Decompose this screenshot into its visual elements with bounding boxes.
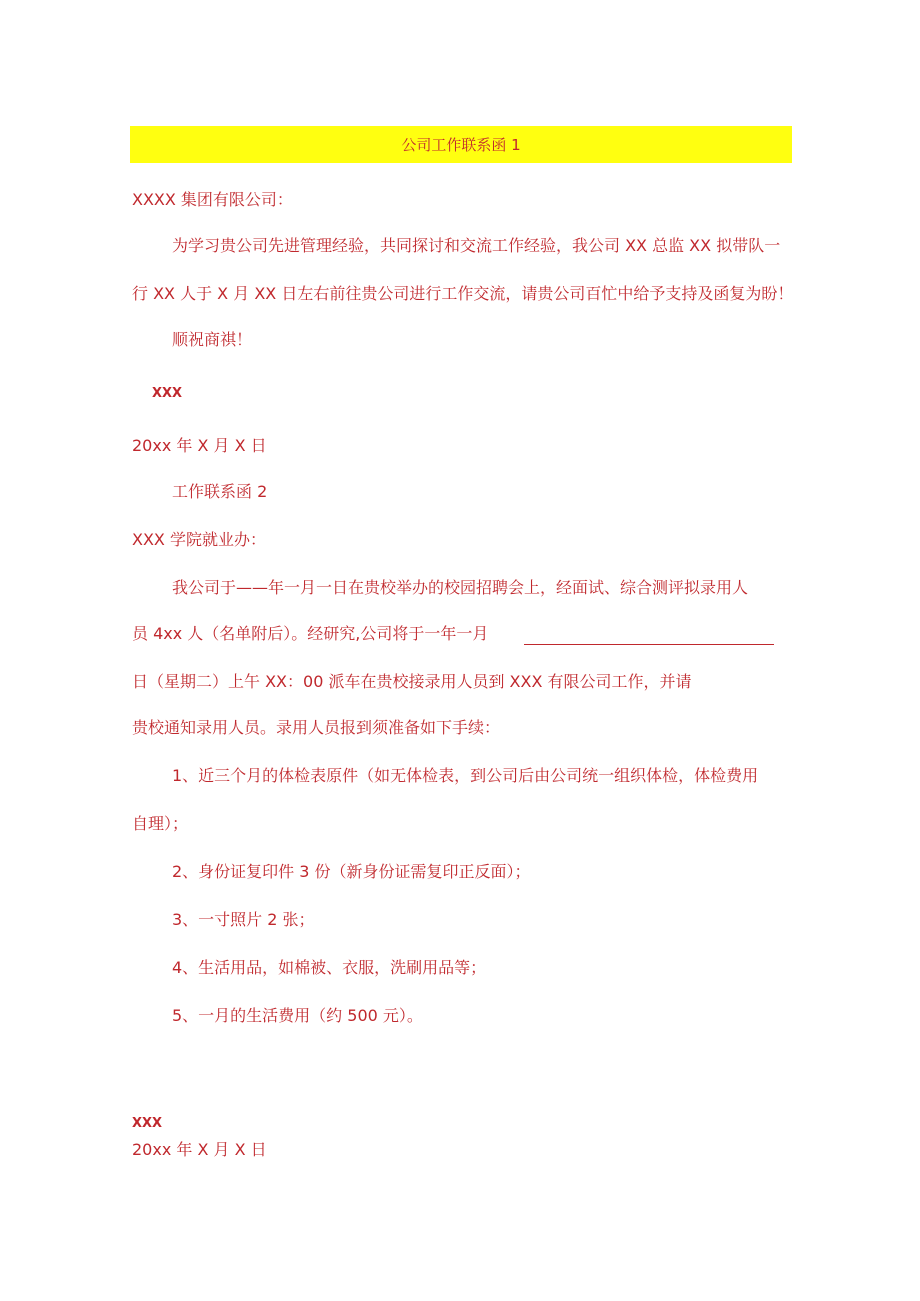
- letter1-title-banner: [130, 126, 792, 163]
- list-item: 1、近三个月的体检表原件（如无体检表，到公司后由公司统一组织体检，体检费用: [172, 766, 759, 785]
- letter2-body-line: 贵校通知录用人员。录用人员报到须准备如下手续：: [132, 718, 501, 737]
- letter2-title: 工作联系函 2: [172, 482, 268, 501]
- list-item: 2、身份证复印件 3 份（新身份证需复印正反面）；: [172, 862, 531, 881]
- letter1-salutation: XXXX 集团有限公司：: [132, 190, 293, 209]
- letter2-signer: XXX: [132, 1116, 163, 1131]
- letter1-body-line: 为学习贵公司先进管理经验，共同探讨和交流工作经验，我公司 XX 总监 XX 拟带队一: [172, 236, 781, 255]
- list-item: 4、生活用品，如棉被、衣服，洗刷用品等；: [172, 958, 487, 977]
- letter2-salutation: XXX 学院就业办：: [132, 530, 266, 549]
- letter2-body-line: 员 4xx 人（名单附后）。经研究,公司将于一年一月: [132, 624, 489, 643]
- list-item: 5、一月的生活费用（约 500 元）。: [172, 1006, 423, 1025]
- list-item: 3、一寸照片 2 张；: [172, 910, 315, 929]
- letter2-body-line: 日（星期二）上午 XX：00 派车在贵校接录用人员到 XXX 有限公司工作，并请: [132, 672, 692, 691]
- list-item: 自理）；: [132, 814, 189, 833]
- letter1-title: 公司工作联系函 1: [401, 136, 521, 154]
- fill-in-blank-line: [524, 644, 774, 645]
- letter2-date: 20xx 年 X 月 X 日: [132, 1140, 267, 1159]
- letter1-closing: 顺祝商祺！: [172, 330, 253, 349]
- letter2-body-line: 我公司于——年一月一日在贵校举办的校园招聘会上，经面试、综合测评拟录用人: [172, 578, 749, 597]
- letter1-date: 20xx 年 X 月 X 日: [132, 436, 267, 455]
- letter1-body-line: 行 XX 人于 X 月 XX 日左右前往贵公司进行工作交流，请贵公司百忙中给予支持及函复为盼！: [132, 284, 794, 303]
- letter1-signer: XXX: [152, 386, 183, 401]
